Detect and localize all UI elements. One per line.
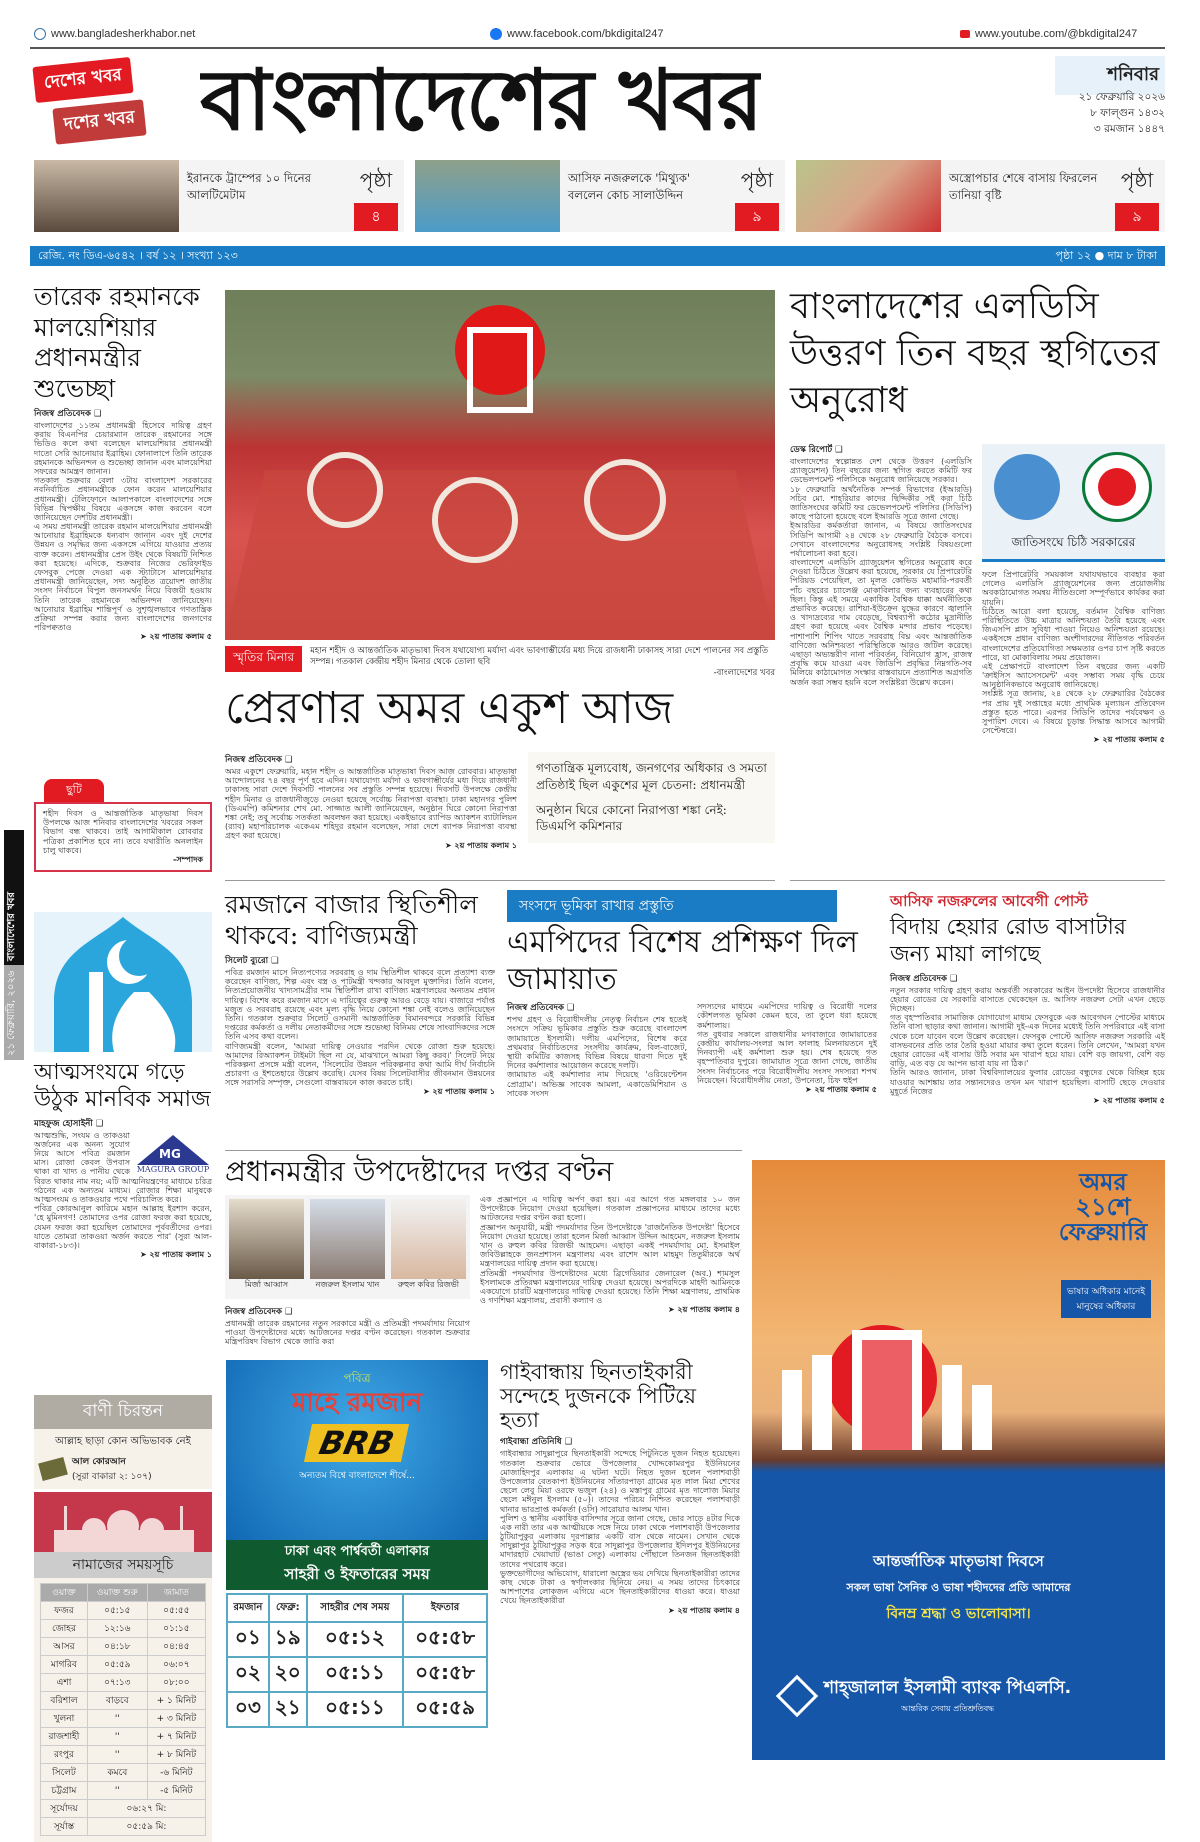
paragraph: ফলে প্রিপারেটরি সময়কাল যথাযথভাবে ব্যবহার করা গেলেও এলডিসি গ্র্যাজুয়েশনের জন্য প্রয়োজনীয় অবকাঠামোগত সমন্বয় নীতিগুলো সম্পূর্ণভাবে কার্যকর করা যায়নি। xyxy=(982,570,1165,607)
table-cell: ০৩ xyxy=(227,1692,269,1727)
table-cell: ০৫:৫৯ মি: xyxy=(87,1818,205,1836)
lead-headline[interactable]: প্রেরণার অমর একুশ আজ xyxy=(225,683,674,734)
table-cell: ০৫:১৫ xyxy=(87,1602,147,1620)
article-advisers-right xyxy=(480,1195,740,1316)
table-cell: -৫ মিনিট xyxy=(147,1782,205,1800)
page-price-info: পৃষ্ঠা ১২ ● দাম ৮ টাকা xyxy=(1055,248,1157,262)
table-cell: ০৮:০০ xyxy=(147,1674,205,1692)
article-body xyxy=(480,1195,740,1305)
headline[interactable]: বিদায় হেয়ার রোড বাসাটার জন্য মায়া লাগছে xyxy=(890,915,1126,967)
paragraph: বাংলাদেশে এলডিসি গ্র্যাজুয়েশন স্থগিতের অনুরোধ করে দেওয়া চিঠিতে উল্লেখ করা হয়েছে, সরকার যে প্রিপারেটরি পিরিয়ড পেয়েছিল, তা মূলত কোভিড মহামারি-পরবর্তী পাঁচ বছরের চ্যালেঞ্জ মোকাবিলার জন্য ব্যবহারের কথা ছিল। কিন্তু এই সময়ে একাধিক বৈশ্বিক ধাক্কা অর্থনীতিকে প্রভাবিত করেছে। রাশিয়া-ইউক্রেন যুদ্ধের কারণে জ্বালানি ও খাদ্যদ্রব্যের দাম বেড়েছে, বিশ্বব্যাপী কঠোর মুদ্রানীতি গ্রহণ করা হয়েছে এবং বৈশ্বিক মন্দার প্রভাব পড়েছে। পাশাপাশি শিপিং খাতে সরবরাহ বিঘ্ন এবং আন্তর্জাতিক বাণিজ্যে অনিশ্চয়তা পরিস্থিতিকে আরও জটিল করেছে। এছাড়া অভ্যন্তরীণ নানা পরিবর্তন, বিনিয়োগ হ্রাস, রাজস্ব প্রবৃদ্ধি কমে যাওয়া এবং জিডিপি প্রবৃদ্ধির নিম্নগতি-সব মিলিয়ে কাঠামোগত সংস্কার বাস্তবায়নে প্রত্যাশিত অগ্রগতি অর্জন করা সম্ভব হয়নি বলে সংশ্লিষ্টরা উল্লেখ করেন। xyxy=(790,558,972,687)
ad-banner-line: সাহরী ও ইফতারের সময় xyxy=(284,1565,430,1583)
quote-source: আল কোরআন xyxy=(72,1457,126,1467)
article-body xyxy=(890,986,1165,1096)
page-number: ৯ xyxy=(1115,203,1159,231)
magura-group-logo xyxy=(134,1135,212,1174)
table-cell: ০৫:৫৯ xyxy=(87,1656,147,1674)
table-row xyxy=(41,1602,206,1620)
divider xyxy=(225,880,775,881)
article-body xyxy=(34,421,212,632)
side-date: ২১ ফেব্রুয়ারি, ২০২৬ xyxy=(4,965,24,1060)
teaser-text: ইরানকে ট্রাম্পের ১০ দিনের আলটিমেটাম xyxy=(187,171,311,203)
mosque-banner xyxy=(34,1492,212,1552)
article-gaibandha xyxy=(500,1360,740,1616)
paragraph: প্রতিমন্ত্রী পদমর্যাদার উপদেষ্টাদের মধ্যে ব্রিগেডিয়ার জেনারেল (অব.) শামসুল ইসলামকে প্রতিরক্ষা মন্ত্রণালয়ের দায়িত্ব দেওয়া হয়েছে। অপরদিকে মাহদী আমিনকে একযোগে চারটি মন্ত্রণালয়ের দায়িত্ব দেওয়া হয়েছে। তিনি শিক্ষা মন্ত্রণালয়, প্রাথমিক ও গণশিক্ষা মন্ত্রণালয়, প্রবাসী কল্যাণ ও xyxy=(480,1268,740,1306)
paragraph: ইআরডির কর্মকর্তারা জানান, এ বিষয়ে জাতিসংঘের সিডিপি আগামী ২৪ থেকে ২৮ ফেব্রুয়ারি বৈঠকে বসবে। সেখানে বাংলাদেশের অনুরোধসহ সংশ্লিষ্ট বিষয়গুলো পর্যালোচনা করা হবে। xyxy=(790,521,972,558)
byline: ডেস্ক রিপোর্ট ❑ xyxy=(790,445,843,455)
quran-icon xyxy=(38,1457,68,1481)
gregorian-date: ২১ ফেব্রুয়ারি ২০২৬ xyxy=(1078,91,1165,103)
table-cell: ফজর xyxy=(41,1602,88,1620)
table-row xyxy=(41,1818,206,1836)
column-header: ফেব্রু: xyxy=(269,1594,307,1622)
table-cell: ০৫:৫৮ xyxy=(403,1622,487,1657)
facebook-url: www.facebook.com/bkdigital247 xyxy=(507,28,664,40)
table-cell: '' xyxy=(87,1782,147,1800)
pull-quote: অনুষ্ঠান ঘিরে কোনো নিরাপত্তা শঙ্কা নেই: ডিএমপি কমিশনার xyxy=(536,802,727,834)
table-row xyxy=(227,1692,487,1727)
paragraph: সদস্যদের মাধ্যমে এমপিদের দায়িত্ব ও বিরোধী দলের কৌশলগত ভূমিকা কেমন হবে, তা তুলে ধরা হয়েছে কর্মশালায়। xyxy=(697,1002,877,1030)
paragraph: ভুক্তভোগীদের অভিযোগ, ধারালো অস্ত্রের ভয় দেখিয়ে ছিনতাইকারীরা তাদের কাছ থেকে টাকা ও স্বর্ণালংকার ছিনিয়ে নেয়। এ সময় তাদের চিৎকারে আশপাশের লোকজন এগিয়ে এসে ছিনতাইকারীদের ধাওয়া করে। ধাওয়া খেয়ে ছিনতাইকারীরা xyxy=(500,1568,741,1606)
column-header: ইফতার xyxy=(403,1594,487,1622)
paragraph: এ সময় প্রধানমন্ত্রী তারেক রহমান মালয়েশিয়ার প্রধানমন্ত্রী আনোয়ার ইব্রাহিমকে ধন্যবাদ জানান এবং দুই দেশের উন্নয়ন ও সমৃদ্ধির জন্য একসঙ্গে এগিয়ে যাওয়ার প্রত্যয় ব্যক্ত করেন। প্রধানমন্ত্রীর প্রেস উইং থেকে বিষয়টি নিশ্চিত করা হয়েছে। এদিকে, শুক্রবার নিজের ভেরিফাইড ফেসবুক পেজে দেওয়া এক স্ট্যাটাসে মালয়েশিয়ার প্রধানমন্ত্রী জানিয়েছেন, সদ্য অনুষ্ঠিত ত্রয়োদশ জাতীয় সংসদ নির্বাচনে বিপুল জনসমর্থন নিয়ে বিজয়ী হওয়ায় তিনি তারেক রহমানকে অভিনন্দন জানিয়েছেন। আনোয়ার ইব্রাহিম শান্তিপূর্ণ ও সুশৃঙ্খলভাবে গণতান্ত্রিক প্রক্রিয়া সম্পন্ন করার জন্য বাংলাদেশের জনগণের পরিপক্বতাও xyxy=(34,522,212,633)
youtube-url: www.youtube.com/@bkdigital247 xyxy=(975,28,1138,40)
article-asif xyxy=(890,890,1165,1106)
article-ramadan xyxy=(34,1060,212,1260)
caption-tag: স্মৃতির মিনার xyxy=(225,646,302,672)
table-cell: ০৬:০৭ xyxy=(147,1656,205,1674)
paragraph: বাংলাদেশের স্বল্পোন্নত দেশ থেকে উত্তরণ (এলডিসি গ্র্যাজুয়েশন) তিন বছরের জন্য স্থগিত করতে কমিটি ফর ডেভেলপমেন্ট পলিসিকে অনুরোধ জানিয়েছে সরকার। xyxy=(790,457,972,485)
table-row xyxy=(41,1782,206,1800)
holiday-text: শহীদ দিবস ও আন্তর্জাতিক মাতৃভাষা দিবস উপলক্ষে আজ শনিবার বাংলাদেশের খবরের সকল বিভাগ বন্ধ থাকবে। তাই আগামীকাল রোববার পত্রিকা প্রকাশিত হবে না। তবে যথারীতি অনলাইন চালু থাকবে। xyxy=(43,809,203,855)
article-body xyxy=(225,1319,470,1347)
paragraph: নতুন সরকার দায়িত্ব গ্রহণ করায় অন্তর্বর্তী সরকারের আইন উপদেষ্টা হিসেবে রাজধানীর হেয়ার রোডের যে সরকারি বাসাতে থেকেছেন ড. আসিফ নজরুল সেটা এখন ছেড়ে দিচ্ছেন। xyxy=(890,985,1165,1014)
section-title: নামাজের সময়সূচি xyxy=(34,1552,212,1578)
adviser-photos xyxy=(225,1195,470,1299)
brb-logo: BRB xyxy=(304,1424,409,1462)
article-body xyxy=(790,457,972,687)
table-row xyxy=(41,1620,206,1638)
table-cell: '' xyxy=(87,1710,147,1728)
table-cell: কমবে xyxy=(87,1764,147,1782)
photo-name: নজরুল ইসলাম খান xyxy=(315,1280,380,1289)
table-cell: '' xyxy=(87,1728,147,1746)
paragraph: এই প্রেক্ষাপটে বাংলাদেশ তিন বছরের জন্য একটি 'ক্রাইসিস অ্যাসেসমেন্ট' এবং সম্ভাব্য সময় বৃদ্ধি চেয়ে আনুষ্ঠানিকভাবে অনুরোধ জানিয়েছে। xyxy=(982,661,1165,690)
shahjalal-bank-ad[interactable] xyxy=(752,1160,1165,1760)
ad-text-line: বিনম্র শ্রদ্ধা ও ভালোবাসা। xyxy=(886,1606,1031,1622)
table-cell: + ৭ মিনিট xyxy=(147,1728,205,1746)
registration-info: রেজি. নং ডিএ-৬৫৪২ । বর্ষ ১২ । সংখ্যা ১২৩ xyxy=(38,248,238,262)
header-rule xyxy=(30,47,1165,49)
hijri-date: ৩ রমজান ১৪৪৭ xyxy=(1093,122,1165,135)
ad-tagline: অন্যতম বিশ্বে বাংলাদেশে শীর্ষে... xyxy=(299,1471,415,1481)
article-body xyxy=(225,767,517,841)
table-cell: আসর xyxy=(41,1638,88,1656)
teaser-text: অস্ত্রোপচার শেষে বাসায় ফিরলেন তানিয়া বৃষ্টি xyxy=(949,171,1098,203)
paragraph: প্রধানমন্ত্রী তারেক রহমানের নতুন সরকারে মন্ত্রী ও প্রতিমন্ত্রী পদমর্যাদায় নিয়োগ পাওয়া উপদেষ্টাদের মধ্যে আটজনের দপ্তর বণ্টন করেছেন। গতকাল শুক্রবার মন্ত্রিপরিষদ বিভাগ থেকে জারি করা xyxy=(225,1319,470,1347)
un-logo xyxy=(994,454,1060,520)
quote-reference: (সুরা বাকারা ২: ১০৭) xyxy=(72,1472,152,1482)
kicker: সংসদে ভূমিকা রাখার প্রস্তুতি xyxy=(507,890,837,922)
image-caption: জাতিসংঘে চিঠি সরকারের xyxy=(1011,535,1136,549)
youtube-icon xyxy=(960,30,970,38)
photo-caption xyxy=(225,646,775,679)
bank-logo-icon xyxy=(776,1674,818,1716)
table-cell: ০৫:৫৯ xyxy=(403,1692,487,1727)
ad-text-line: আন্তর্জাতিক মাতৃভাষা দিবসে xyxy=(873,1552,1044,1570)
column-header: সাহরীর শেষ সময় xyxy=(307,1594,403,1622)
slogan-badge: দশের খবর xyxy=(52,99,146,144)
column-header: ওয়াক্ত শুরু xyxy=(87,1584,147,1602)
article-body xyxy=(982,570,1165,735)
table-cell: ০৫:৫৫ xyxy=(147,1602,205,1620)
article-ekushe xyxy=(225,750,517,851)
table-cell: ০৫:৫৮ xyxy=(403,1657,487,1692)
table-cell: সূর্যোদয় xyxy=(41,1800,88,1818)
slogan-badge: দেশের খবর xyxy=(32,57,133,103)
headline[interactable]: রমজানে বাজার স্থিতিশীল থাকবে: বাণিজ্যমন্ত্রী xyxy=(225,890,478,950)
side-strip xyxy=(4,830,24,1060)
table-row xyxy=(41,1638,206,1656)
shaheed-minar-illustration xyxy=(772,1310,1032,1450)
masthead-title: বাংলাদেশের খবর xyxy=(200,58,762,142)
continued-link[interactable]: ➤ ২য় পাতায় কলাম ৫ xyxy=(139,632,212,642)
adviser-photo xyxy=(229,1199,304,1279)
article-ldc-col1 xyxy=(790,440,972,687)
paragraph: চিঠিতে আরো বলা হয়েছে, বর্তমান বৈশ্বিক বাণিজ্য পরিস্থিতিতে উচ্চ মাত্রার অনিশ্চয়তা তৈরি হয়েছে এবং জিএসপি প্লাস সুবিধা পাওয়া নিয়েও অনিশ্চয়তা রয়েছে। একইসঙ্গে প্রধান বাণিজ্য অংশীদারদের নীতিগত পরিবর্তন বাংলাদেশের প্রতিযোগিতা সক্ষমতার ওপর চাপ সৃষ্টি করতে পারে, যা মোকাবিলায় সময় প্রয়োজন। xyxy=(982,606,1165,662)
continued-link[interactable]: ➤ ২য় পাতায় কলাম ৫ xyxy=(804,1084,877,1094)
teaser-item[interactable] xyxy=(415,160,785,232)
table-row xyxy=(41,1656,206,1674)
kicker: আসিফ নজরুলের আবেগী পোস্ট xyxy=(890,892,1088,910)
continued-link[interactable]: ➤ ২য় পাতায় কলাম ১ xyxy=(139,1250,212,1260)
paragraph: পুলিশ ও স্থানীয় একাধিক বাসিন্দার সূত্রে জানা গেছে, ভোর সাড়ে ৪টার দিকে এক নারী তার এক আত্মীয়কে সঙ্গে নিয়ে ঢাকা থেকে পলাশবাড়ী উপজেলার ঠুটিয়াপুকুর এলাকায় দূরপাল্লার একটি বাস থেকে নামেন। সেখান থেকে সাদুল্লাপুর ঠুটিয়াপুকুর সড়ক ধরে সাদুল্লাপুর উপজেলার ইদিলপুর ইউনিয়নের মাদারহাট খেয়াঘাট (ভাঙা সেতু) এলাকায় পৌঁছালে তিনজন ছিনতাইকারী তাদের পথরোধ করে। xyxy=(500,1513,740,1569)
headline[interactable]: তারেক রহমানকে মালয়েশিয়ার প্রধানমন্ত্রীর শুভেচ্ছা xyxy=(34,282,200,403)
table-cell: বাড়বে xyxy=(87,1692,147,1710)
ad-text-line: সকল ভাষা সৈনিক ও ভাষা শহীদদের প্রতি আমাদের xyxy=(846,1581,1071,1594)
teaser-text: আসিফ নজরুলকে 'মিথ্যুক' বললেন কোচ সালাউদ্দিন xyxy=(568,171,691,203)
page-label: পৃষ্ঠা xyxy=(359,168,393,192)
paragraph: আত্মশুদ্ধি, সংযম ও তাকওয়া অর্জনের এক অনন্য সুযোগ নিয়ে আসে পবিত্র রমজান মাস। রোজা কেবল উপবাস থাকা বা খাদ্য ও পানীয় থেকে বিরত থাকার নাম নয়; এটি আত্মনিয়ন্ত্রণের মাধ্যমে চরিত্র গঠনের এক অন্যতম মাধ্যম। রোজার শিক্ষা মানুষকে আত্মসংযম ও তাকওয়ার পথে পরিচালিত করে। xyxy=(34,1130,212,1204)
table-cell: জোহর xyxy=(41,1620,88,1638)
table-cell: ১৯ xyxy=(269,1622,307,1657)
ad-banner-line: ঢাকা এবং পার্শ্ববর্তী এলাকার xyxy=(284,1544,430,1559)
brb-ramadan-ad[interactable] xyxy=(226,1360,488,1728)
table-cell: ০২ xyxy=(227,1657,269,1692)
teaser-item[interactable] xyxy=(34,160,404,232)
paragraph: সংশ্লিষ্ট সূত্র জানায়, ২৪ থেকে ২৮ ফেব্রুয়ারির বৈঠকের পর প্রায় দুই সপ্তাহের মধ্যে প্রাথমিক মূল্যায়ন প্রতিবেদন প্রস্তুত হতে পারে। এরপর সিডিপি তাদের পর্যবেক্ষণ ও সুপারিশ দেবে। এ বিষয়ে চূড়ান্ত সিদ্ধান্ত আসবে আগামী সেপ্টেম্বরে। xyxy=(982,689,1165,736)
headline[interactable]: এমপিদের বিশেষ প্রশিক্ষণ দিল জামায়াত xyxy=(507,925,858,997)
article-jamaat xyxy=(507,890,877,1098)
table-cell: মাগরিব xyxy=(41,1656,88,1674)
mosque-illustration xyxy=(34,912,212,1052)
editor-sign: -সম্পাদক xyxy=(173,854,203,864)
table-cell: '' xyxy=(87,1746,147,1764)
paragraph: গাইবান্ধার সাদুল্লাপুরে ছিনতাইকারী সন্দেহে পিটুনিতে দুজন নিহত হয়েছেন। গতকাল শুক্রবার ভোরে উপজেলার খোদ্দকোমরপুর ইউনিয়নের মোজাহিদপুর এলাকায় এ ঘটনা ঘটে। নিহত দুজন হলেন পলাশবাড়ী উপজেলার বেতকাপা ইউনিয়নের সাঁতারপাড়া গ্রামের মৃত লাল মিয়া শেখের ছেলে লেবু মিয়া ওরফে ভজুল (২৪) ও মস্তাপুর গ্রামের মৃত দালোজ মিয়ার ছেলে মঈনুল ইসলাম (৫০)। তাদের পরিচয় নিশ্চিত করেছেন পলাশবাড়ী থানার ভারপ্রাপ্ত কর্মকর্তা (ওসি) সারোয়ার আলম খান। xyxy=(500,1449,740,1514)
page-number: ৯ xyxy=(735,203,779,231)
sponsor-name: MAGURA GROUP xyxy=(136,1164,210,1174)
sehri-iftar-table xyxy=(226,1593,488,1728)
table-cell: রাজশাহী xyxy=(41,1728,88,1746)
slogan-badges xyxy=(34,62,194,140)
paragraph: পবিত্র রমজান মাসে নিত্যপণ্যের সরবরাহ ও দাম স্থিতিশীল থাকবে বলে প্রত্যাশা ব্যক্ত করেছেন বাণিজ্য, শিল্প এবং বস্ত্র ও পাটমন্ত্রী খন্দকার আবদুল মুক্তাদির। তিনি বলেন, নিত্যপ্রয়োজনীয় খাদ্যসামগ্রীর দাম স্থিতিশীল রাখা বাণিজ্য মন্ত্রণালয়ের অন্যতম প্রধান দায়িত্ব। বিশেষ করে রমজান মাসে এ দায়িত্বের গুরুত্ব আরও বেড়ে যায়। বাজারে পর্যাপ্ত মজুত ও সরবরাহ রয়েছে এবং মূল্য বৃদ্ধি নিয়ে কোনো শঙ্কা নেই বলেও জানিয়েছেন তিনি। গতকাল শুক্রবার সিলেট ওসমানী আন্তর্জাতিক বিমানবন্দরে সরকারি বিভিন্ন দপ্তরের কর্মকর্তা ও দলীয় নেতাকর্মীদের সঙ্গে শুভেচ্ছা বিনিময় শেষে সাংবাদিকদের সঙ্গে তিনি এসব কথা বলেন। xyxy=(225,968,495,1042)
prayer-schedule xyxy=(34,1492,212,1842)
table-cell: ০৪:৪৫ xyxy=(147,1638,205,1656)
divider xyxy=(790,880,1165,881)
article-body xyxy=(697,1002,877,1085)
side-paper-name: বাংলাদেশের খবর xyxy=(4,830,24,965)
table-cell: সূর্যাস্ত xyxy=(41,1818,88,1836)
bank-name: শাহ্‌জালাল ইসলামী ব্যাংক পিএলসি. xyxy=(824,1678,1072,1698)
table-cell: ০৭:১৩ xyxy=(87,1674,147,1692)
mosque-icon xyxy=(34,912,212,1052)
article-body xyxy=(225,968,495,1087)
youtube-link[interactable] xyxy=(960,28,1137,40)
headline[interactable]: বাংলাদেশের এলডিসি উত্তরণ তিন বছর স্থগিতের অনুরোধ xyxy=(790,286,1160,421)
continued-link[interactable]: ➤ ২য় পাতায় কলাম ৪ xyxy=(667,1605,740,1615)
bani-chirantan xyxy=(34,1395,212,1489)
article-body xyxy=(507,1015,687,1098)
table-row xyxy=(41,1674,206,1692)
teaser-item[interactable] xyxy=(796,160,1165,232)
byline: সিলেট ব্যুরো ❑ xyxy=(225,956,279,966)
magura-mark: MG xyxy=(159,1146,181,1161)
article-tarek xyxy=(34,282,212,643)
table-cell: বরিশাল xyxy=(41,1692,88,1710)
continued-link[interactable]: ➤ ২য় পাতায় কলাম ৫ xyxy=(1092,735,1165,745)
table-cell: ০৫:১২ xyxy=(307,1622,403,1657)
byline: মাহফুজ হোসাইনী ❑ xyxy=(34,1118,104,1129)
ad-slogan-box: ভাষার অধিকার মানেই মানুষের অধিকার xyxy=(1061,1280,1151,1318)
headline[interactable]: আত্মসংযমে গড়ে উঠুক মানবিক সমাজ xyxy=(34,1060,211,1112)
facebook-link[interactable] xyxy=(490,28,664,40)
bangladesh-govt-seal xyxy=(1082,452,1152,522)
info-bar xyxy=(30,246,1165,266)
table-cell: রংপুর xyxy=(41,1746,88,1764)
holiday-notice xyxy=(34,778,212,872)
adviser-photo xyxy=(391,1199,466,1279)
table-row xyxy=(41,1800,206,1818)
page-label: পৃষ্ঠা xyxy=(740,168,774,192)
paragraph: এক প্রজ্ঞাপনে এ দায়িত্ব অর্পণ করা হয়। এর আগে গত মঙ্গলবার ১০ জন উপদেষ্টাকে নিয়োগ দেওয়া হয়েছিল। গতকাল প্রজ্ঞাপনের মাধ্যমে তাদের মধ্যে আটজনের দপ্তর বণ্টন করা হলো। xyxy=(480,1195,740,1223)
shaheed-minar-photo xyxy=(225,290,775,640)
table-cell: ০৪:১৮ xyxy=(87,1638,147,1656)
column-header: জামাত xyxy=(147,1584,205,1602)
globe-icon xyxy=(34,28,46,40)
byline: গাইবান্ধা প্রতিনিধি ❑ xyxy=(500,1437,573,1448)
paragraph: জামায়াত এই কর্মশালার নাম দিয়েছে 'ওরিয়েন্টেশন প্রোগ্রাম'। অভিজ্ঞ সাবেক আমলা, একাডেমিশিয়ান ও সাবেক সংসদ xyxy=(507,1070,687,1098)
table-cell: + ১ মিনিট xyxy=(147,1692,205,1710)
divider xyxy=(225,1150,742,1151)
day-label: শনিবার xyxy=(1055,56,1165,95)
paragraph: অমর একুশে ফেব্রুয়ারি, মহান শহীদ ও আন্তর্জাতিক মাতৃভাষা দিবস আজ রোববার। মাতৃভাষা আন্দোলনের ৭৪ বছর পূর্ণ হবে এদিন। যথাযোগ্য মর্যাদা ও ভাবগাম্ভীর্যের মধ্য দিয়ে রাজধানী ঢাকাসহ সারা দেশে দিবসটি পালনের সব প্রস্তুতি সম্পন্ন হয়েছে। দিবসটি উপলক্ষে কেন্দ্রীয় শহীদ মিনার ও রাজধানীজুড়ে নেওয়া হয়েছে সর্বোচ্চ নিরাপত্তা ব্যবস্থা। ঢাকা মহানগর পুলিশ (ডিএমপি) কমিশনার শেখ মো. সাজ্জাত আলী জানিয়েছেন, অনুষ্ঠান ঘিরে কোনো নিরাপত্তা শঙ্কা নেই; তবু সর্বোচ্চ সতর্কতা অবলম্বন করা হয়েছে। একইভাবে র‍্যাপিড অ্যাকশন ব্যাটালিয়ন (র‍্যাব) মহাপরিচালক একেএম শহিদুর রহমান বলেছেন, সারা দেশে ব্যাপক নিরাপত্তা ব্যবস্থা গ্রহণ করা হয়েছে। xyxy=(225,767,517,841)
table-cell: ০৫:১১ xyxy=(307,1692,403,1727)
shaheed-minar-graphic xyxy=(225,290,775,640)
table-cell: খুলনা xyxy=(41,1710,88,1728)
paragraph: ১৮ ফেব্রুয়ারি অর্থনৈতিক সম্পর্ক বিভাগের (ইআরডি) সচিব মো. শাহরিয়ার কাদের ছিদ্দিকীর সই করা চিঠি জাতিসংঘের কমিটি ফর ডেভেলপমেন্ট পলিসির (সিডিপি) কাছে পাঠানো হয়েছে বলে ইআরডি সূত্রে জানা গেছে। xyxy=(790,484,972,522)
table-cell: এশা xyxy=(41,1674,88,1692)
column-header: রমজান xyxy=(227,1594,269,1622)
table-row xyxy=(41,1710,206,1728)
table-row xyxy=(41,1764,206,1782)
holiday-tab: ছুটি xyxy=(44,779,104,802)
article-advisers-left xyxy=(225,1302,470,1347)
prayer-table xyxy=(40,1583,206,1836)
photo-credit: -বাংলাদেশের খবর xyxy=(713,668,775,679)
section-title: বাণী চিরন্তন xyxy=(34,1395,212,1429)
article-ldc-col2 xyxy=(982,570,1165,746)
photo-name: রুহুল কবির রিজভী xyxy=(397,1280,460,1289)
article-bazar xyxy=(225,890,495,1098)
website-link[interactable] xyxy=(34,28,195,40)
paragraph: পবিত্র কোরআনুল কারিমে মহান আল্লাহ ইরশাদ করেন, 'হে মুমিনগণ! তোমাদের ওপর রোজা ফরজ করা হয়েছে, যেমন ফরজ করা হয়েছিল তোমাদের পূর্ববর্তীদের ওপর। যাতে তোমরা তাকওয়া অর্জন করতে পার' (সুরা আল-বাকারা-১৮৩)। xyxy=(34,1204,212,1250)
paragraph: শপথ গ্রহণ ও বিরোধীদলীয় নেতৃত্ব নির্বাচন শেষ হতেই সংসদে সক্রিয় ভূমিকার প্রস্তুতি শুরু করেছে বাংলাদেশ জামায়াতে ইসলামী। দলীয় এমপিদের, বিশেষ করে প্রথমবার নির্বাচিতদের সংসদীয় কার্যক্রম, বিল-বাজেট, স্থায়ী কমিটির কাজসহ বিভিন্ন বিষয়ে ধারণা দিতে দুই দিনের কর্মশালার আয়োজন করেছে দলটি। xyxy=(507,1015,687,1071)
byline: নিজস্ব প্রতিবেদক ❑ xyxy=(507,1003,575,1014)
ad-title: অমর ২১শে ফেব্রুয়ারি xyxy=(1058,1168,1148,1247)
photo-name: মির্জা আব্বাস xyxy=(244,1280,289,1289)
headline[interactable]: প্রধানমন্ত্রীর উপদেষ্টাদের দপ্তর বণ্টন xyxy=(225,1155,614,1188)
continued-link[interactable]: ➤ ২য় পাতায় কলাম ১ xyxy=(444,840,517,850)
table-cell: চট্টগ্রাম xyxy=(41,1782,88,1800)
table-cell: ০১ xyxy=(227,1622,269,1657)
paragraph: তিনি আরও জানান, ঢাকা বিশ্ববিদ্যালয়ের ফুলার রোডের বন্ধুদের থেকে বিচ্ছিন্ন হয়ে যাওয়ার আশঙ্কায় তার সন্তানদেরও তখন মন খারাপ হয়েছিল। বাসাটি ছেড়ে দেওয়ার মুহূর্তে নিজের xyxy=(890,1068,1165,1096)
paragraph: বাংলাদেশের ১১তম প্রধানমন্ত্রী হিসেবে দায়িত্ব গ্রহণ করায় বিএনপির চেয়ারম্যান তারেক রহমানের সঙ্গে ভিডিও কলে কথা বলেছেন মালয়েশিয়ার প্রধানমন্ত্রী দাতো সেরি আনোয়ার ইব্রাহিম। ফোনালাপে তিনি তারেক রহমানকে অভিনন্দন ও শুভেচ্ছা জানান এবং মালয়েশিয়া সফরের আমন্ত্রণ জানান। xyxy=(34,421,212,476)
table-cell: ২০ xyxy=(269,1657,307,1692)
website-url: www.bangladesherkhabor.net xyxy=(51,28,196,40)
table-row xyxy=(41,1728,206,1746)
byline: নিজস্ব প্রতিবেদক ❑ xyxy=(225,1307,293,1317)
table-row xyxy=(227,1622,487,1657)
continued-link[interactable]: ➤ ২য় পাতায় কলাম ৪ xyxy=(667,1305,740,1315)
table-row xyxy=(41,1692,206,1710)
table-cell: ১২:১৬ xyxy=(87,1620,147,1638)
pull-quote: গণতান্ত্রিক মূল্যবোধ, জনগণের অধিকার ও সমতা প্রতিষ্ঠাই ছিল একুশের মূল চেতনা: প্রধানমন্ত্রী xyxy=(536,761,767,792)
table-cell: + ৩ মিনিট xyxy=(147,1710,205,1728)
byline: নিজস্ব প্রতিবেদক ❑ xyxy=(890,973,958,984)
bank-tagline: আন্তরিক সেবায় প্রতিশ্রুতিবদ্ধ xyxy=(901,1704,995,1713)
paragraph: প্রজ্ঞাপন অনুযায়ী, মন্ত্রী পদমর্যাদার তিন উপদেষ্টাকে 'রাজনৈতিক উপদেষ্টা' হিসেবে নিয়োগ দেওয়া হয়েছে। তারা হলেন মির্জা আব্বাস উদ্দিন আহমেদ, নজরুল ইসলাম খান ও রুহুল কবির রিজভী আহমেদ। এছাড়া একই পদমর্যাদায় মো. ইসমাইল জবিউল্লাহকে জনপ্রশাসন মন্ত্রণালয় এবং রাশেদ আল মাহমুদ তিতুমীরকে অর্থ মন্ত্রণালয়ের দায়িত্ব প্রদান করা হয়েছে। xyxy=(480,1222,740,1269)
paragraph: গত বৃহস্পতিবার সামাজিক যোগাযোগ মাধ্যম ফেসবুকে এক আবেগঘন পোস্টের মাধ্যমে তিনি বাসা ছাড়ার কথা জানান। আগামী দুই-এক দিনের মধ্যেই তিনি সপরিবারে এই বাসা থেকে চলে যাবেন বলে উল্লেখ করেছেন। ফেসবুক পোস্টে আসিফ নজরুল সরকারি এই বাসভবনের প্রতি তার তৈরি হওয়া মায়ার কথা তুলে ধরেন। তিনি লেখেন, 'আমরা যখন হেয়ার রোডের এই বাসায় উঠি সবার মন খারাপ হয়ে যায়। বেশি বড় জায়গা, বেশি বড় বাড়ি, এত বড় যে আপন ভাবা যায় না ঠিক।' xyxy=(890,1013,1165,1069)
table-cell: ২১ xyxy=(269,1692,307,1727)
bengali-date: ৮ ফাল্গুন ১৪৩২ xyxy=(1090,106,1165,119)
table-cell: + ৮ মিনিট xyxy=(147,1746,205,1764)
table-cell: -৬ মিনিট xyxy=(147,1764,205,1782)
teaser-photo xyxy=(415,160,560,232)
quote-text: আল্লাহ ছাড়া কোন অভিভাবক নেই xyxy=(55,1436,191,1447)
page-number: ৪ xyxy=(354,203,398,231)
table-cell: ০৫:১১ xyxy=(307,1657,403,1692)
byline: নিজস্ব প্রতিবেদক ❑ xyxy=(34,409,102,419)
ldc-image xyxy=(982,444,1165,562)
table-row xyxy=(41,1746,206,1764)
table-cell: ০১:১৫ xyxy=(147,1620,205,1638)
column-header: ওয়াক্ত xyxy=(41,1584,88,1602)
paragraph: গত বুধবার সকালে রাজধানীর মগবাজারে জামায়াতের কেন্দ্রীয় কার্যালয়-সংলগ্ন আল ফালাহ মিলনায়তনে দুই দিনব্যাপী এই কর্মশালা শুরু হয়। শেষ হয়েছে গত বৃহস্পতিবার দুপুরে। জামায়াত সূত্রে জানা গেছে, জাতীয় সংসদ নির্বাচনের পরে বিরোধীদলীয় সংসদ সদস্যরা শপথ নিয়েছেন। বিরোধীদলীয় নেতা, উপনেতা, চিফ হুইপ xyxy=(697,1029,877,1085)
ad-title: মাহে রমজান xyxy=(291,1388,423,1418)
table-row xyxy=(227,1657,487,1692)
table-cell: সিলেট xyxy=(41,1764,88,1782)
facebook-icon xyxy=(490,28,502,40)
paragraph: গতকাল শুক্রবার বেলা ৩টায় বাংলাদেশ সরকারের নবনির্বাচিত প্রধানমন্ত্রীকে ফোন করেন মালয়েশিয়ার প্রধানমন্ত্রী। টেলিফোনে আলাপকালে বাংলাদেশের সঙ্গে বিভিন্ন দ্বিপক্ষীয় বিষয়ে একসঙ্গে কাজ করবেন বলে জানিয়েছেন দেশটির প্রধানমন্ত্রী। xyxy=(34,476,212,522)
ad-title-top: পবিত্র xyxy=(343,1371,371,1385)
page-label: পৃষ্ঠা xyxy=(1120,168,1154,192)
caption-text: মহান শহীদ ও আন্তর্জাতিক মাতৃভাষা দিবস যথাযোগ্য মর্যাদা এবং ভাবগাম্ভীর্যের মধ্য দিয়ে রাজধানী ঢাকাসহ সারা দেশে পালনের সব প্রস্তুতি সম্পন্ন। গতকাল কেন্দ্রীয় শহীদ মিনার থেকে তোলা ছবি xyxy=(310,646,769,668)
teaser-photo xyxy=(34,160,179,232)
teaser-photo xyxy=(796,160,941,232)
table-cell: ০৬:২৭ মি: xyxy=(87,1800,205,1818)
headline[interactable]: গাইবান্ধায় ছিনতাইকারী সন্দেহে দুজনকে পিটিয়ে হত্যা xyxy=(500,1360,696,1433)
pull-quotes xyxy=(528,752,775,843)
byline: নিজস্ব প্রতিবেদক ❑ xyxy=(225,755,293,765)
adviser-photo xyxy=(310,1199,385,1279)
paragraph: বাণিজ্যমন্ত্রী বলেন, 'আমরা দায়িত্ব নেওয়ার পরদিন থেকে রোজা শুরু হয়েছে। আমাদের রিঅ্যাকশন টাইমটা ছিল না যে, মাঝখানে আমরা কিছু করব।' সিলেট নিয়ে পরিকল্পনা প্রসঙ্গে মন্ত্রী বলেন, 'সিলেটের উন্নয়ন পরিকল্পনার কথা আমি দীর্ঘ নির্বাচনি প্রচারণা ও ইশতেহারে উল্লেখ করেছি। যেসব বিষয় সিলেটবাসীর জীবনমান উন্নয়নের সঙ্গে সরাসরি সম্পৃক্ত, সেগুলো বাস্তবায়নে কাজ করতে চাই। xyxy=(225,1041,495,1088)
continued-link[interactable]: ➤ ২য় পাতায় কলাম ৫ xyxy=(1092,1095,1165,1105)
date-block xyxy=(1040,90,1165,137)
article-body xyxy=(500,1449,740,1605)
continued-link[interactable]: ➤ ২য় পাতায় কলাম ১ xyxy=(422,1087,495,1097)
